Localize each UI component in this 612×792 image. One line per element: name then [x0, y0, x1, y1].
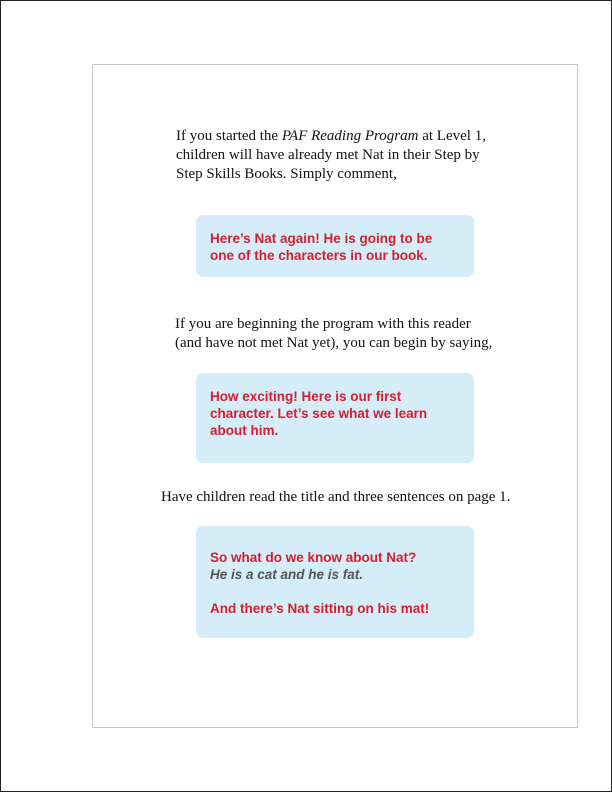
- intro-line-3: Step Skills Books. Simply comment,: [176, 166, 397, 182]
- callout3-closing: And there’s Nat sitting on his mat!: [210, 601, 430, 616]
- intro-text-2: at Level 1,: [418, 128, 486, 144]
- callout3-spacer: [210, 583, 460, 600]
- callout1-line-1: Here’s Nat again! He is going to be: [210, 231, 433, 246]
- callout-exciting: [196, 373, 474, 463]
- callout2-line-3: about him.: [210, 423, 279, 438]
- beginning-paragraph: [175, 315, 492, 353]
- callout1-line-2: one of the characters in our book.: [210, 248, 428, 263]
- callout2-line-1: How exciting! Here is our first: [210, 389, 402, 404]
- intro-line-1: [176, 127, 486, 146]
- callout-nat-again: [196, 215, 474, 277]
- beginning-line-2: (and have not met Nat yet), you can begin by saying,: [175, 335, 493, 351]
- program-title: PAF Reading Program: [281, 128, 419, 144]
- instruction-paragraph: Have children read the title and three sentences on page 1.: [161, 489, 511, 505]
- callout3-question: So what do we know about Nat?: [210, 550, 417, 565]
- intro-paragraph: [176, 127, 486, 184]
- callout2-line-2: character. Let’s see what we learn: [210, 406, 428, 421]
- beginning-line-1: If you are beginning the program with this reader: [175, 316, 471, 332]
- callout3-answer: He is a cat and he is fat.: [210, 567, 364, 582]
- intro-text-1: If you started the: [176, 128, 282, 144]
- callout-what-we-know: [196, 526, 474, 638]
- intro-line-2: children will have already met Nat in their Step by: [176, 147, 480, 163]
